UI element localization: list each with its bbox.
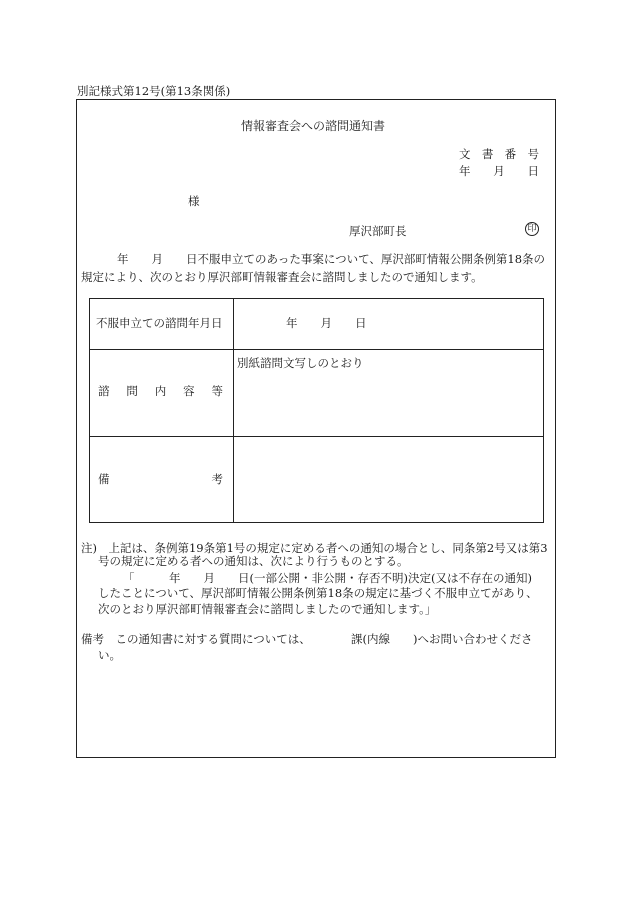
row2-label-char: 等 xyxy=(211,384,223,398)
document-title: 情報審査会への諮問通知書 xyxy=(241,119,386,133)
row2-label-char: 諮 xyxy=(98,384,110,398)
table-column-divider xyxy=(233,299,234,522)
doc-number-char: 書 xyxy=(481,147,494,161)
row3-label-char: 備 xyxy=(98,472,110,486)
note-line: 次のとおり厚沢部町情報審査会に諮問しましたので通知します。」 xyxy=(98,602,437,616)
table-row-divider xyxy=(90,349,543,350)
remark-line: い。 xyxy=(98,648,121,662)
table-row-divider xyxy=(90,436,543,437)
row2-value: 別紙諮問文写しのとおり xyxy=(237,356,364,370)
date-year-label: 年 xyxy=(459,164,471,178)
body-text-line: 年 月 日不服申立てのあった事案について、厚沢部町情報公開条例第18条の xyxy=(117,252,546,266)
doc-number-char: 文 xyxy=(459,147,471,161)
row2-label-char: 内 xyxy=(154,384,167,398)
body-text-line: 規定により、次のとおり厚沢部町情報審査会に諮問しましたので通知します。 xyxy=(81,270,483,284)
row1-value: 年 月 日 xyxy=(286,316,367,330)
note-line: したことについて、厚沢部町情報公開条例第18条の規定に基づく不服申立てがあり、 xyxy=(98,586,538,600)
row1-label: 不服申立ての諮問年月日 xyxy=(96,316,223,330)
row2-label-char: 問 xyxy=(126,384,138,398)
seal-mark xyxy=(525,222,539,236)
doc-date-label xyxy=(459,166,539,178)
row3-label xyxy=(98,474,223,486)
date-month-label: 月 xyxy=(493,164,505,178)
remark-line: 備考 この通知書に対する質問については、 課(内線 )へお問い合わせくださ xyxy=(81,632,533,646)
row2-label-char: 容 xyxy=(183,384,195,398)
row3-label-char: 考 xyxy=(211,472,223,486)
row2-label xyxy=(98,386,223,398)
doc-number-label xyxy=(459,149,539,161)
form-caption: 別記様式第12号(第13条関係) xyxy=(77,84,231,98)
doc-number-char: 番 xyxy=(504,147,517,161)
note-line: 号の規定に定める者への通知は、次により行うものとする。 xyxy=(98,554,409,568)
note-line: 「 年 月 日(一部公開・非公開・存否不明)決定(又は不存在の通知) xyxy=(123,571,532,585)
seal-char: 印 xyxy=(527,223,537,234)
addressee-suffix: 様 xyxy=(188,194,200,208)
doc-number-char: 号 xyxy=(527,147,539,161)
inquiry-table xyxy=(89,298,544,523)
date-day-label: 日 xyxy=(527,164,539,178)
note-line: 注) 上記は、条例第19条第1号の規定に定める者への通知の場合とし、同条第2号又は第3 xyxy=(81,541,548,555)
sender-name: 厚沢部町長 xyxy=(349,224,407,238)
